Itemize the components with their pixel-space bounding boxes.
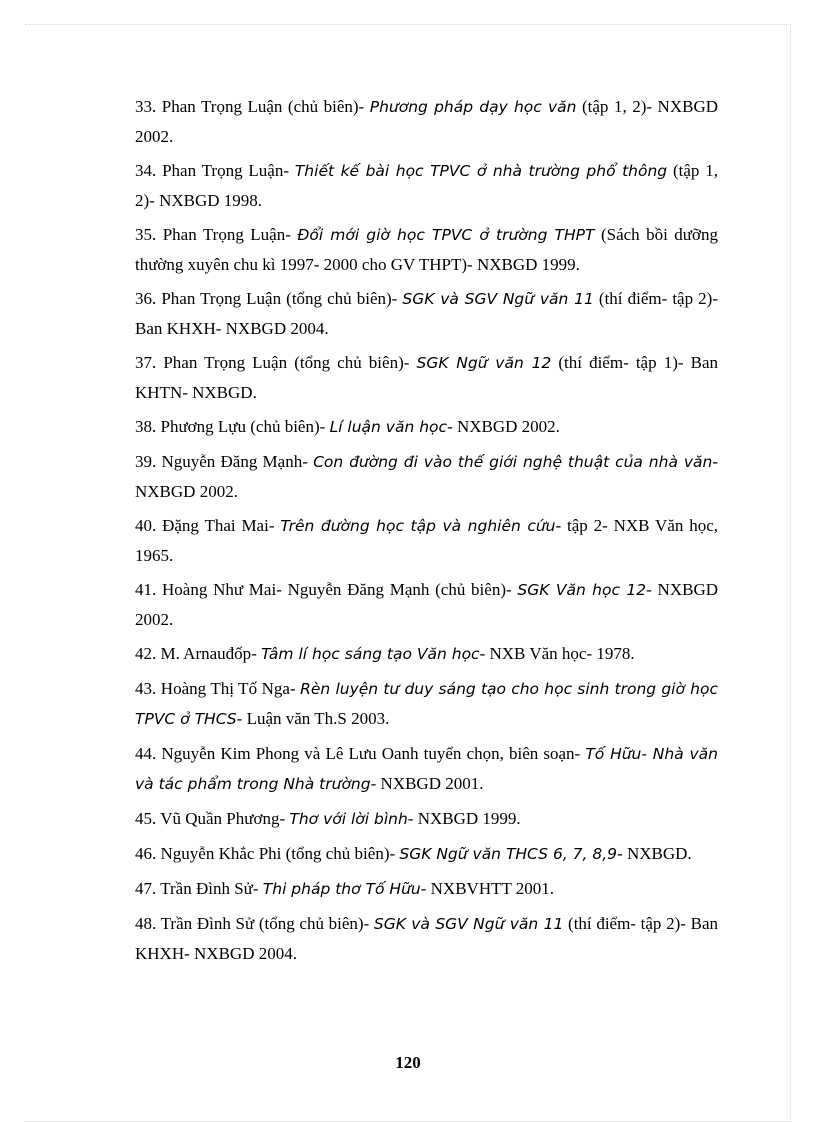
reference-item xyxy=(135,447,718,506)
reference-publication: (thí điểm- tập 1)- Ban KHTN- NXBGD. xyxy=(135,353,718,402)
reference-title: Lí luận văn học xyxy=(329,418,448,436)
reference-publication: - NXBGD 2001. xyxy=(370,774,484,793)
reference-title: Rèn luyện tư duy sáng tạo cho học sinh trong giờ học TPVC ở THCS xyxy=(135,680,719,728)
reference-item xyxy=(135,92,718,151)
reference-item xyxy=(135,412,718,442)
reference-number: 46. xyxy=(135,844,157,863)
reference-title: Trên đường học tập và nghiên cứu xyxy=(280,517,556,535)
reference-publication: - NXBGD 1999. xyxy=(407,809,521,828)
reference-publication: (tập 1, 2)- NXBGD 2002. xyxy=(135,97,718,146)
reference-item xyxy=(135,839,718,869)
reference-number: 47. xyxy=(135,879,157,898)
reference-title: Tố Hữu- Nhà văn và tác phẩm trong Nhà trường xyxy=(135,745,718,793)
reference-author: Đặng Thai Mai- xyxy=(162,516,281,535)
reference-author: Hoàng Như Mai- Nguyễn Đăng Mạnh (chủ biên)- xyxy=(162,580,518,599)
reference-author: Phan Trọng Luận (tổng chủ biên)- xyxy=(161,289,403,308)
reference-number: 38. xyxy=(135,417,157,436)
reference-title: Đổi mới giờ học TPVC ở trường THPT xyxy=(297,226,595,244)
reference-item xyxy=(135,804,718,834)
reference-item xyxy=(135,639,718,669)
reference-number: 48. xyxy=(135,914,157,933)
reference-publication: (thí điểm- tập 2)- Ban KHXH- NXBGD 2004. xyxy=(135,289,719,338)
reference-item xyxy=(135,674,718,734)
reference-title: Thiết kế bài học TPVC ở nhà trường phổ thông xyxy=(294,162,668,180)
reference-item xyxy=(135,739,718,799)
reference-publication: (tập 1, 2)- NXBGD 1998. xyxy=(135,161,719,210)
reference-title: SGK Ngữ văn 12 xyxy=(416,354,552,372)
reference-author: M. Arnauđốp- xyxy=(160,644,262,663)
reference-author: Trần Đình Sử- xyxy=(160,879,263,898)
reference-author: Phương Lựu (chủ biên)- xyxy=(160,417,330,436)
reference-item xyxy=(135,284,718,343)
reference-publication: - NXBGD 2002. xyxy=(447,417,560,436)
reference-title: Thi pháp thơ Tố Hữu xyxy=(262,880,421,898)
reference-number: 43. xyxy=(135,679,157,698)
reference-publication: (thí điểm- tập 2)- Ban KHXH- NXBGD 2004. xyxy=(135,914,718,963)
reference-title: Tâm lí học sáng tạo Văn học xyxy=(261,645,480,663)
reference-item xyxy=(135,511,718,570)
reference-title: SGK và SGV Ngữ văn 11 xyxy=(373,915,564,933)
reference-publication: - NXBVHTT 2001. xyxy=(420,879,555,898)
reference-publication: - NXBGD 2002. xyxy=(135,452,719,501)
reference-title: SGK Ngữ văn THCS 6, 7, 8,9 xyxy=(399,845,618,863)
reference-number: 37. xyxy=(135,353,157,372)
reference-item xyxy=(135,874,718,904)
reference-title: SGK và SGV Ngữ văn 11 xyxy=(402,290,594,308)
reference-author: Nguyễn Kim Phong và Lê Lưu Oanh tuyển chọn, biên soạn- xyxy=(161,744,586,763)
reference-author: Nguyễn Khắc Phi (tổng chủ biên)- xyxy=(160,844,400,863)
reference-publication: - tập 2- NXB Văn học, 1965. xyxy=(135,516,719,565)
reference-item xyxy=(135,156,718,215)
reference-author: Phan Trọng Luận (tổng chủ biên)- xyxy=(163,353,417,372)
reference-number: 41. xyxy=(135,580,157,599)
reference-author: Nguyễn Đăng Mạnh- xyxy=(161,452,314,471)
reference-number: 35. xyxy=(135,225,157,244)
reference-title: Thơ với lời bình xyxy=(289,810,408,828)
reference-author: Phan Trọng Luận- xyxy=(162,225,298,244)
reference-item xyxy=(135,575,718,634)
reference-author: Hoàng Thị Tố Nga- xyxy=(160,679,301,698)
reference-title: Phương pháp dạy học văn xyxy=(369,98,577,116)
reference-author: Phan Trọng Luận- xyxy=(162,161,295,180)
reference-number: 40. xyxy=(135,516,157,535)
reference-title: SGK Văn học 12 xyxy=(517,581,647,599)
reference-number: 33. xyxy=(135,97,157,116)
reference-list xyxy=(135,92,718,973)
reference-number: 39. xyxy=(135,452,157,471)
reference-number: 45. xyxy=(135,809,157,828)
reference-item xyxy=(135,348,718,407)
reference-publication: - NXB Văn học- 1978. xyxy=(479,644,635,663)
reference-title: Con đường đi vào thế giới nghệ thuật của nhà văn xyxy=(313,453,713,471)
reference-item xyxy=(135,220,718,279)
reference-number: 44. xyxy=(135,744,157,763)
reference-publication: - NXBGD. xyxy=(617,844,692,863)
reference-number: 42. xyxy=(135,644,157,663)
reference-number: 34. xyxy=(135,161,157,180)
page-number: 120 xyxy=(395,1053,421,1072)
reference-author: Vũ Quần Phương- xyxy=(160,809,290,828)
reference-publication: - NXBGD 2002. xyxy=(135,580,719,629)
reference-number: 36. xyxy=(135,289,157,308)
reference-publication: - Luận văn Th.S 2003. xyxy=(236,709,390,728)
reference-publication: (Sách bồi dưỡng thường xuyên chu kì 1997- 2000 cho GV THPT)- NXBGD 1999. xyxy=(135,225,719,274)
reference-author: Trần Đình Sử (tổng chủ biên)- xyxy=(160,914,374,933)
reference-item xyxy=(135,909,718,968)
reference-author: Phan Trọng Luận (chủ biên)- xyxy=(161,97,370,116)
